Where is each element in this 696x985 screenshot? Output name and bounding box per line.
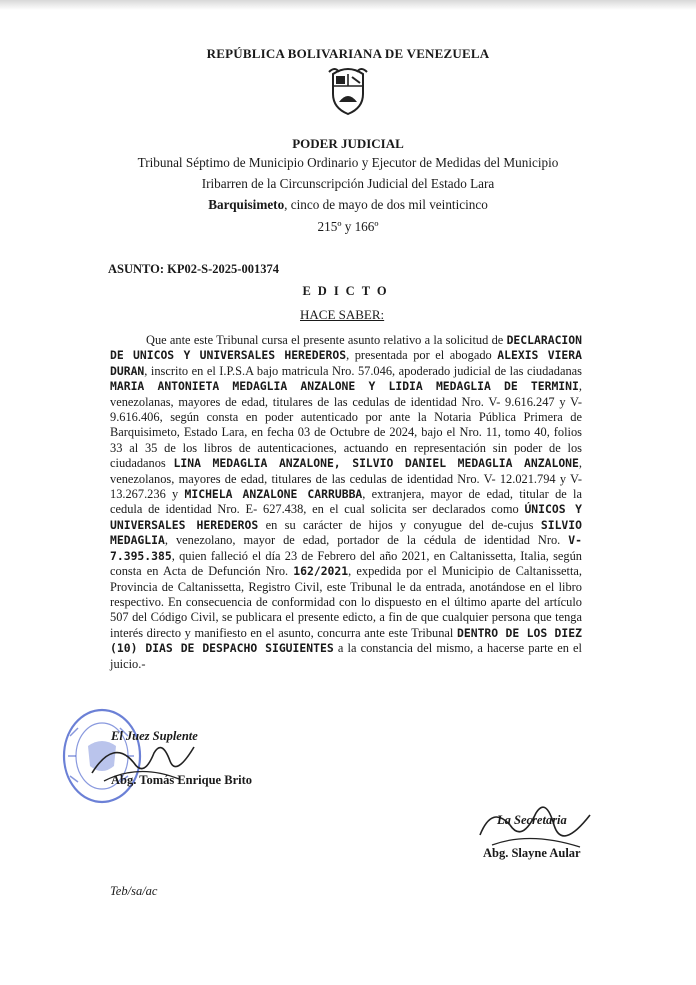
judge-name: Abg. Tomás Enrique Brito (111, 773, 253, 787)
body-text-10: , expedida por el Municipio de Caltanissetta, Provincia de Caltanissetta, Registro Civil, este Tribunal le da entrada, anotándose en el libro respectivo. En consecuencia de conformidad con lo dispuesto en el último aparte del artículo 507 del Código Civil, se publicara el presente edicto, a fin de que cualquier persona que tenga interés directo y manifiesto en el asunto, concurra ante este Tribunal (110, 564, 582, 640)
edict-body (110, 333, 582, 672)
body-text-4: , venezolanas, mayores de edad, titulares de las cedulas de identidad Nro. V- 9.616.247 y V- 9.616.406, según consta en poder autenticado por ante la Notaria Pública Primera de Barquisimeto, Estado Lara, en fecha 03 de Octubre de 2024, bajo el Nro. 11, tomo 40, folios 33 al 35 de los libros de autenticaciones, actuando en representación sin poder de los ciudadanos (110, 379, 582, 471)
body-bold-10: DENTRO DE LOS DIEZ (10) DIAS DE DESPACHO SIGUIENTES (110, 625, 582, 656)
secretary-title: La Secretaria (497, 813, 567, 827)
tribunal-line-1: Tribunal Séptimo de Municipio Ordinario y Ejecutor de Medidas del Municipio (137, 155, 559, 170)
tribunal-line-2: Iribarren de la Circunscripción Judicial del Estado Lara (201, 176, 495, 191)
body-text-1: Que ante este Tribunal cursa el presente asunto relativo a la solicitud de (146, 333, 507, 347)
body-bold-6: ÚNICOS Y UNIVERSALES HEREDEROS (110, 502, 582, 532)
body-text-9: , quien falleció el día 23 de Febrero del año 2021, en Caltanissetta, Italia, según consta en Acta de Defunción Nro. (110, 548, 582, 579)
body-bold-3: MARIA ANTONIETA MEDAGLIA ANZALONE Y LIDIA MEDAGLIA DE TERMINI (110, 379, 579, 394)
body-text-11: a la constancia del mismo, a hacerse parte en el juicio.- (110, 641, 582, 671)
body-text-3: , inscrito en el I.P.S.A bajo matricula Nro. 57.046, apoderado judicial de las ciudadanas (144, 363, 582, 378)
body-bold-1: DECLARACION DE UNICOS Y UNIVERSALES HEREDEROS (110, 333, 582, 363)
body-bold-5: MICHELA ANZALONE CARRUBBA (184, 487, 363, 502)
hace-saber-heading: HACE SABER: (300, 307, 385, 322)
judge-title: El Juez Suplente (111, 729, 198, 743)
years-line: 215º y 166º (317, 219, 379, 234)
scan-edge (0, 0, 696, 10)
date-line (0, 197, 696, 213)
body-bold-7: SILVIO MEDAGLIA (110, 517, 583, 548)
coat-of-arms-icon (327, 64, 369, 116)
body-text-7: en su carácter de hijos y conyugue del de-cujus (258, 517, 541, 532)
case-number: ASUNTO: KP02-S-2025-001374 (108, 262, 279, 276)
body-bold-9: 162/2021 (293, 564, 349, 579)
body-text-5: , venezolanos, mayores de edad, titulares de las cedulas de identidad Nro. V- 12.021.794 y V- 13.267.236 y (110, 456, 582, 502)
body-bold-8: V- 7.395.385 (110, 533, 582, 563)
date-text: , cinco de mayo de dos mil veinticinco (284, 197, 488, 212)
body-text-6: , extranjera, mayor de edad, titular de la cedula de identidad Nro. E- 627.438, en el cual solicita ser declarados como (110, 487, 582, 517)
body-text-8: , venezolano, mayor de edad, portador de la cédula de identidad Nro. (164, 533, 569, 548)
body-text-2: , presentada por el abogado (346, 348, 498, 363)
city-name: Barquisimeto (208, 197, 285, 212)
reference-initials: Teb/sa/ac (110, 884, 158, 898)
power-heading: PODER JUDICIAL (292, 136, 404, 151)
document-title: EDICTO (302, 284, 394, 298)
body-bold-4: LINA MEDAGLIA ANZALONE, SILVIO DANIEL MEDAGLIA ANZALONE (173, 456, 579, 471)
body-bold-2: ALEXIS VIERA DURAN (110, 348, 582, 378)
republic-heading: REPÚBLICA BOLIVARIANA DE VENEZUELA (206, 46, 490, 61)
secretary-name: Abg. Slayne Aular (483, 846, 581, 860)
